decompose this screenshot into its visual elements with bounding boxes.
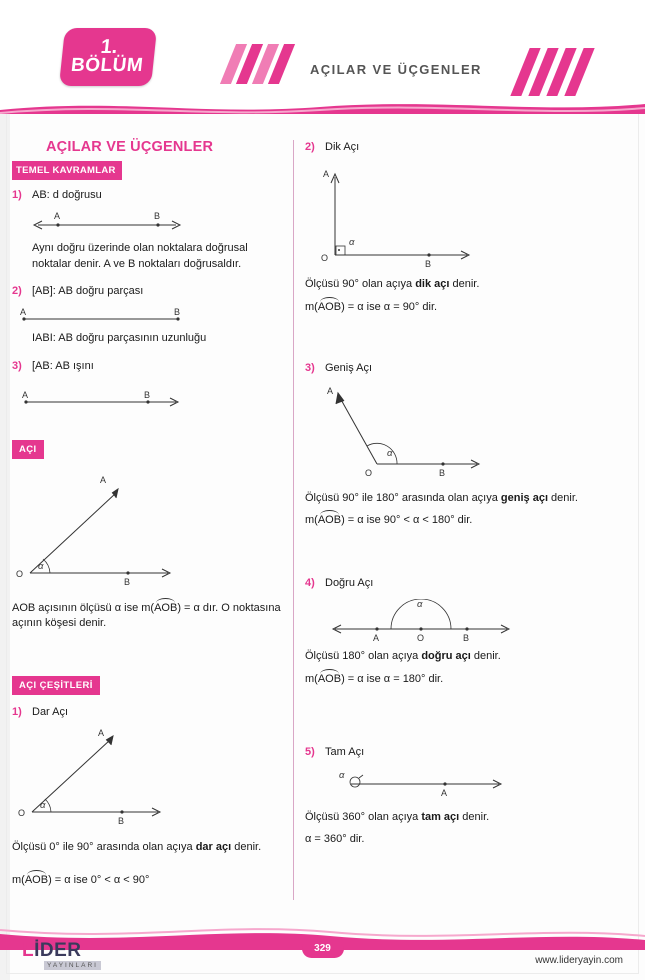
point-label-o: O bbox=[365, 467, 373, 478]
list-item bbox=[305, 361, 635, 376]
point-label-b: B bbox=[174, 307, 181, 317]
item-number: 2) bbox=[12, 285, 22, 297]
acute-angle-description bbox=[12, 840, 284, 856]
acute-desc-part1: Ölçüsü 0° ile 90° arasında olan açıya bbox=[12, 840, 196, 853]
acute-desc-part2: denir. bbox=[231, 840, 262, 853]
item-label: Geniş Açı bbox=[325, 361, 373, 374]
acute-desc-bold: dar açı bbox=[195, 840, 232, 853]
straight-desc-part1: Ölçüsü 180° olan açıya bbox=[305, 650, 422, 662]
angle-desc-part1: AOB açısının ölçüsü α ise m( bbox=[12, 601, 155, 614]
formula-part1: m( bbox=[12, 874, 25, 886]
full-desc-part2: denir. bbox=[459, 810, 490, 823]
item-label: AB: d doğrusu bbox=[32, 189, 102, 201]
point-label-a: A bbox=[100, 474, 107, 485]
list-item bbox=[12, 188, 292, 203]
point-label-b: B bbox=[144, 389, 151, 400]
section-title: AÇILAR VE ÜÇGENLER bbox=[46, 139, 214, 155]
angle-symbol-alpha: α bbox=[40, 799, 46, 811]
point-label-a: A bbox=[373, 633, 380, 643]
basic-concepts-badge: TEMEL KAVRAMLAR bbox=[12, 161, 122, 180]
point-label-a: A bbox=[20, 307, 27, 317]
point-label-a: A bbox=[54, 211, 61, 221]
item-label: Dik Açı bbox=[325, 141, 360, 153]
right-desc-part1: Ölçüsü 90° olan açıya bbox=[305, 278, 416, 290]
figure-straight-angle bbox=[321, 599, 635, 645]
point-label-b: B bbox=[154, 211, 161, 221]
angle-badge: AÇI bbox=[12, 440, 44, 459]
item-number: 3) bbox=[12, 359, 22, 372]
arc-aob: AOB bbox=[317, 300, 342, 313]
formula-part1: m( bbox=[305, 514, 318, 526]
chapter-number: 1. bbox=[99, 36, 119, 58]
right-desc-part2: denir. bbox=[449, 278, 480, 290]
right-column bbox=[305, 140, 635, 847]
website-url: www.lideryayin.com bbox=[535, 955, 623, 966]
obtuse-desc-part1: Ölçüsü 90° ile 180° arasında olan açıya bbox=[305, 491, 501, 504]
header-title: AÇILAR VE ÜÇGENLER bbox=[310, 62, 482, 77]
point-label-o: O bbox=[321, 253, 329, 263]
page-header bbox=[0, 0, 645, 115]
point-label-a: A bbox=[98, 727, 105, 738]
right-angle-formula bbox=[305, 300, 635, 315]
formula-part2: ) = α ise 0° < α < 90° bbox=[48, 874, 150, 886]
figure-line-ab bbox=[32, 209, 292, 237]
item-label: Tam Açı bbox=[325, 745, 365, 758]
obtuse-desc-bold: geniş açı bbox=[500, 491, 548, 504]
list-item bbox=[12, 705, 292, 720]
figure-angle-aob bbox=[16, 467, 292, 597]
straight-desc-part2: denir. bbox=[470, 650, 501, 662]
item-number: 2) bbox=[305, 141, 315, 153]
obtuse-angle-formula bbox=[305, 513, 635, 528]
angle-description bbox=[12, 601, 284, 632]
item-number: 5) bbox=[305, 745, 315, 758]
angle-symbol-alpha: α bbox=[417, 599, 423, 610]
straight-desc-bold: doğru açı bbox=[421, 650, 471, 662]
angle-symbol-alpha: α bbox=[339, 769, 345, 781]
list-item bbox=[305, 745, 635, 760]
right-angle-description bbox=[305, 277, 605, 293]
logo-subtitle: YAYINLARI bbox=[44, 961, 101, 970]
acute-angle-formula bbox=[12, 873, 292, 888]
item-label: [AB: AB ışını bbox=[32, 359, 94, 372]
point-label-a: A bbox=[441, 787, 448, 798]
arc-aob: AOB bbox=[24, 874, 49, 886]
chapter-badge-text bbox=[59, 28, 157, 86]
item-label: [AB]: AB doğru parçası bbox=[32, 285, 144, 297]
publisher-logo bbox=[22, 940, 82, 962]
page-number: 329 bbox=[302, 939, 344, 958]
point-label-a: A bbox=[22, 389, 29, 400]
arc-aob: AOB bbox=[154, 601, 177, 617]
full-desc-part1: Ölçüsü 360° olan açıya bbox=[305, 810, 422, 823]
point-label-b: B bbox=[425, 259, 432, 269]
point-label-a: A bbox=[323, 169, 330, 179]
angle-desc-part2: ) = α dır. O noktasına açının köşesi denir. bbox=[12, 601, 281, 629]
item2-description: IABI: AB doğru parçasının uzunluğu bbox=[32, 332, 207, 344]
angle-types-badge: AÇI ÇEŞİTLERİ bbox=[12, 676, 100, 695]
angle-symbol-alpha: α bbox=[349, 237, 355, 248]
point-label-b: B bbox=[439, 467, 446, 478]
formula-part2: ) = α ise 90° < α < 180° dir. bbox=[341, 514, 473, 526]
list-item bbox=[305, 140, 635, 155]
figure-right-angle bbox=[317, 163, 635, 273]
right-desc-bold: dik açı bbox=[415, 278, 450, 290]
logo-name: İDER bbox=[34, 940, 82, 961]
formula-part1: m( bbox=[305, 672, 318, 685]
arc-aob: AOB bbox=[317, 514, 342, 526]
arc-aob: AOB bbox=[317, 672, 342, 685]
full-angle-description bbox=[305, 810, 615, 826]
figure-acute-angle bbox=[18, 726, 292, 836]
column-divider bbox=[293, 140, 294, 900]
formula-part1: m( bbox=[305, 300, 318, 313]
item-number: 3) bbox=[305, 361, 315, 374]
item-number: 1) bbox=[12, 189, 22, 201]
obtuse-desc-part2: denir. bbox=[548, 491, 578, 504]
chapter-word: BÖLÜM bbox=[69, 55, 145, 76]
point-label-o: O bbox=[18, 807, 26, 818]
header-wave bbox=[0, 96, 645, 114]
point-label-a: A bbox=[327, 385, 334, 396]
figure-full-angle bbox=[329, 766, 635, 806]
item-number: 1) bbox=[12, 705, 22, 718]
point-label-b: B bbox=[463, 633, 470, 643]
page-footer bbox=[0, 920, 645, 980]
list-item bbox=[305, 576, 635, 591]
full-desc-bold: tam açı bbox=[421, 810, 460, 823]
item-label: Doğru Açı bbox=[325, 577, 374, 589]
figure-ray-ab bbox=[18, 388, 292, 418]
straight-angle-description bbox=[305, 649, 615, 665]
obtuse-angle-description bbox=[305, 491, 615, 507]
angle-symbol-alpha: α bbox=[38, 560, 44, 572]
list-item bbox=[12, 359, 292, 374]
straight-angle-formula bbox=[305, 672, 635, 687]
angle-symbol-alpha: α bbox=[387, 447, 393, 459]
item1-description: Aynı doğru üzerinde olan noktalara doğrusal noktalar denir. A ve B noktaları doğrusaldır. bbox=[32, 242, 248, 270]
point-label-b: B bbox=[118, 815, 125, 826]
left-margin-strip bbox=[0, 0, 10, 980]
point-label-b: B bbox=[124, 576, 131, 587]
figure-segment-ab bbox=[18, 305, 292, 327]
point-label-o: O bbox=[417, 633, 425, 643]
item-number: 4) bbox=[305, 577, 315, 589]
point-label-o: O bbox=[16, 568, 24, 579]
list-item bbox=[12, 284, 292, 299]
formula-part2: ) = α ise α = 180° dir. bbox=[341, 672, 444, 685]
item-label: Dar Açı bbox=[32, 705, 69, 718]
formula-part2: ) = α ise α = 90° dir. bbox=[341, 300, 438, 313]
figure-obtuse-angle bbox=[317, 382, 635, 487]
full-angle-formula: α = 360° dir. bbox=[305, 833, 365, 845]
logo-initial: L bbox=[22, 940, 35, 961]
left-column bbox=[12, 140, 292, 888]
